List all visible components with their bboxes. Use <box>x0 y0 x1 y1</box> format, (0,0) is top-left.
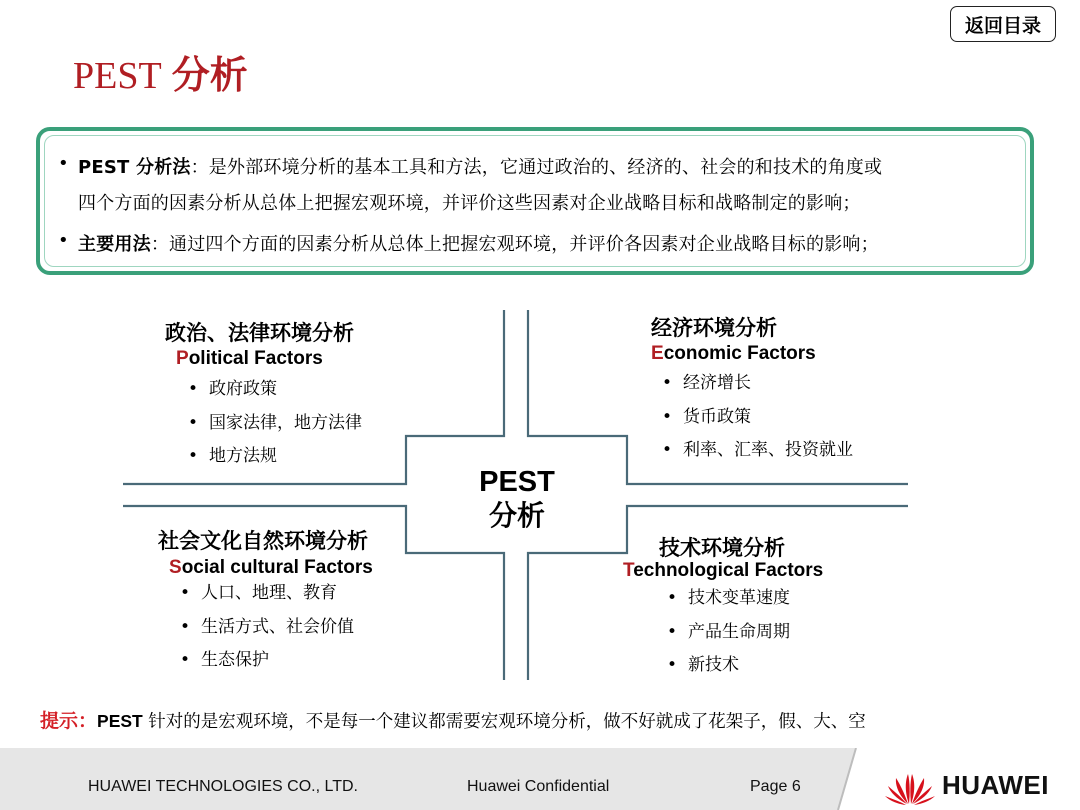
list-item: • 生态保护 <box>176 650 354 684</box>
political-initial: P <box>176 348 189 369</box>
social-en-rest: ocial cultural Factors <box>181 557 373 578</box>
back-to-contents-button[interactable]: 返回目录 <box>950 6 1056 42</box>
list-item: • 人口、地理、教育 <box>176 583 354 617</box>
intro-item1-label: PEST 分析法 <box>78 157 191 178</box>
footer-confidential: Huawei Confidential <box>467 778 610 795</box>
technological-initial: T <box>623 560 634 581</box>
political-list <box>184 379 362 480</box>
title-zh: 分析 <box>171 53 248 97</box>
technological-list <box>663 588 790 689</box>
economic-en-rest: conomic Factors <box>663 343 816 364</box>
economic-title: 经济环境分析 <box>651 316 777 340</box>
hint-pest: PEST <box>97 711 143 731</box>
economic-list <box>658 373 853 474</box>
list-item: • 货币政策 <box>658 407 853 441</box>
social-en <box>169 557 373 579</box>
list-item: • 政府政策 <box>184 379 362 413</box>
center-en: PEST <box>479 466 555 498</box>
hint-label: 提示： <box>40 710 98 732</box>
list-item: • 经济增长 <box>658 373 853 407</box>
social-list <box>176 583 354 684</box>
social-initial: S <box>169 557 182 578</box>
list-item: • 产品生命周期 <box>663 622 790 656</box>
hint-text: 针对的是宏观环境，不是每一个建议都需要宏观环境分析，做不好就成了花架子，假、大、空 <box>142 712 866 732</box>
list-item: • 技术变革速度 <box>663 588 790 622</box>
pest-center-label <box>470 466 564 532</box>
political-title: 政治、法律环境分析 <box>165 321 354 345</box>
list-item: • 地方法规 <box>184 446 362 480</box>
intro-item1-text: ：是外部环境分析的基本工具和方法，它通过政治的、经济的、社会的和技术的角度或 <box>190 157 883 178</box>
list-item: • 利率、汇率、投资就业 <box>658 440 853 474</box>
bullet-icon: • <box>58 153 69 174</box>
list-item: • 新技术 <box>663 655 790 689</box>
technological-title: 技术环境分析 <box>659 536 785 560</box>
bullet-icon: • <box>58 230 69 251</box>
footer-company: HUAWEI TECHNOLOGIES CO., LTD. <box>88 778 358 795</box>
intro-item2-text: ：通过四个方面的因素分析从总体上把握宏观环境，并评价各因素对企业战略目标的影响； <box>150 234 879 255</box>
huawei-flower-icon <box>884 766 936 806</box>
economic-initial: E <box>651 343 664 364</box>
political-en <box>176 348 323 370</box>
political-en-rest: olitical Factors <box>188 348 323 369</box>
economic-en <box>651 343 816 365</box>
technological-en <box>623 560 823 582</box>
technological-en-rest: echnological Factors <box>633 560 824 581</box>
list-item: • 生活方式、社会价值 <box>176 617 354 651</box>
footer-page-number: Page 6 <box>750 778 801 795</box>
footer-divider-slash <box>836 748 858 810</box>
intro-item1-line2: 四个方面的因素分析从总体上把握宏观环境，并评价这些因素对企业战略目标和战略制定的影响； <box>78 193 861 214</box>
huawei-logo-text: HUAWEI <box>942 770 1049 800</box>
list-item: • 国家法律，地方法律 <box>184 413 362 447</box>
intro-item2-label: 主要用法 <box>78 234 151 255</box>
social-title: 社会文化自然环境分析 <box>158 529 368 553</box>
hint-line <box>40 706 866 733</box>
center-zh: 分析 <box>488 499 545 532</box>
title-en: PEST <box>73 55 162 97</box>
